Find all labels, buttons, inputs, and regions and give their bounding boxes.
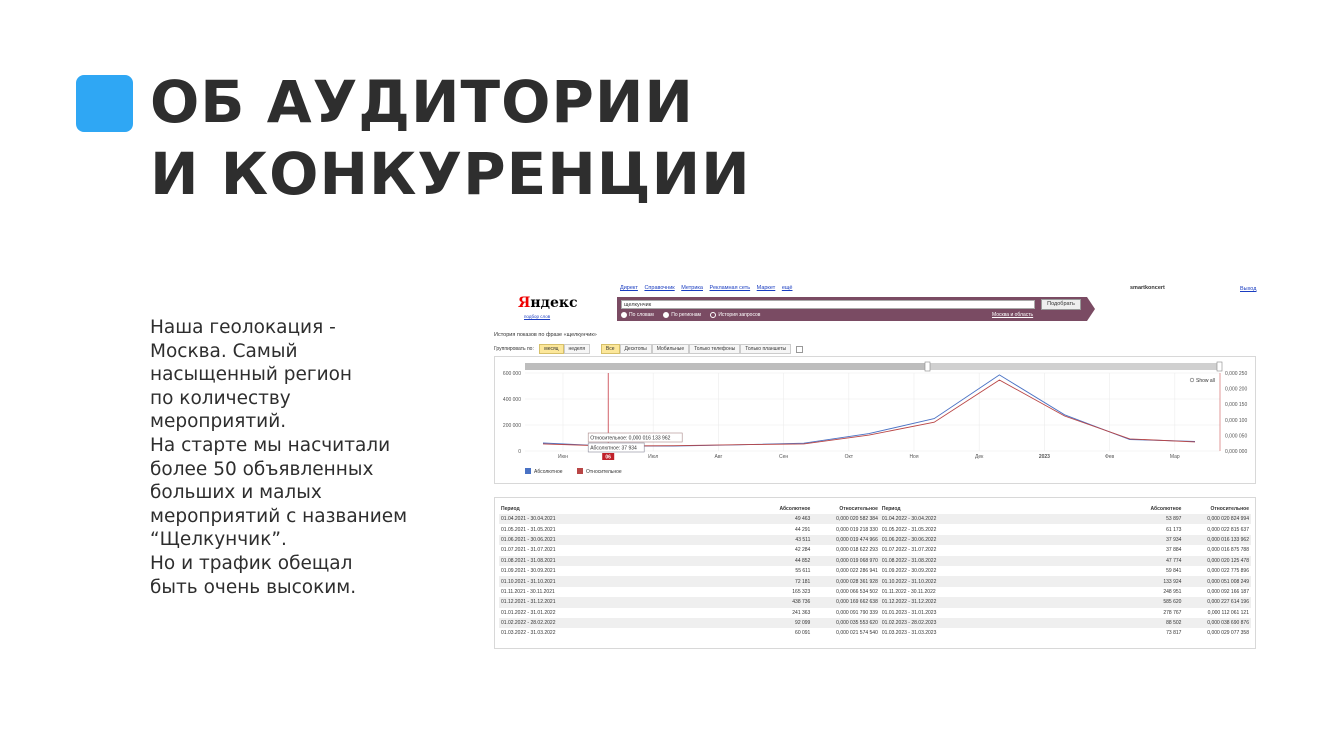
- relative-cell: 0,000 029 077 358: [1207, 630, 1249, 637]
- relative-cell: 0,000 092 166 187: [1207, 588, 1249, 595]
- nav-link-metrika[interactable]: Метрика: [681, 285, 703, 291]
- yandex-logo[interactable]: Яндекс: [518, 295, 578, 311]
- radio-icon: [621, 312, 627, 318]
- nav-link-direct[interactable]: Директ: [620, 285, 638, 291]
- body-line: На старте мы насчитали: [150, 434, 391, 456]
- help-icon[interactable]: [796, 346, 803, 353]
- period-cell: 01.01.2023 - 31.01.2023: [881, 609, 937, 616]
- table-row: [499, 535, 1251, 545]
- absolute-cell: 44 852: [759, 556, 813, 566]
- table-row: [499, 618, 1251, 628]
- absolute-cell: 37 934: [1120, 535, 1183, 545]
- table-row: [499, 566, 1251, 576]
- region-link[interactable]: Москва и область: [992, 312, 1034, 318]
- table-header-row: [499, 504, 1251, 514]
- absolute-cell: 133 924: [1120, 576, 1183, 586]
- absolute-cell: 248 951: [1163, 588, 1182, 595]
- relative-cell: 0,000 016 875 788: [1207, 547, 1249, 554]
- radio-by-words[interactable]: По словам: [621, 312, 654, 318]
- user-name: smartkoncert: [1130, 285, 1165, 291]
- period-cell: 01.12.2022 - 31.12.2022: [880, 597, 1120, 607]
- title-bullet: [76, 75, 133, 132]
- relative-cell: 0,000 066 534 502: [836, 588, 878, 595]
- absolute-cell: 53 897: [1120, 514, 1183, 524]
- period-cell: 01.08.2021 - 31.08.2021: [499, 556, 759, 566]
- nav-link-ad-network[interactable]: Рекламная сеть: [709, 285, 751, 291]
- logo-subtitle-link[interactable]: подбор слов: [524, 314, 551, 319]
- relative-cell: 0,000 227 614 196: [1183, 597, 1251, 607]
- device-all-tab[interactable]: Все: [601, 344, 620, 354]
- absolute-cell: 37 884: [1166, 547, 1182, 554]
- period-cell: 01.07.2021 - 31.07.2021: [501, 547, 556, 554]
- device-phones-tab[interactable]: Только телефоны: [689, 344, 740, 354]
- absolute-cell: 47 774: [1120, 556, 1183, 566]
- legend-relative-swatch: [577, 468, 583, 474]
- scroll-handle-icon: [925, 362, 930, 371]
- period-cell: 01.11.2022 - 30.11.2022: [881, 588, 936, 595]
- x-tick-label: Июл: [648, 454, 659, 460]
- absolute-cell: 49 463: [759, 514, 813, 524]
- period-cell: 01.07.2022 - 31.07.2022: [881, 547, 937, 554]
- nav-link-more[interactable]: ещё: [781, 285, 793, 291]
- table-row: [499, 556, 1251, 566]
- top-nav: [620, 285, 797, 291]
- relative-cell: 0,000 051 008 249: [1183, 576, 1251, 586]
- relative-cell: 0,000 038 690 876: [1183, 618, 1251, 628]
- period-cell: 01.09.2022 - 30.09.2022: [881, 568, 937, 575]
- y-left-tick-label: 400 000: [502, 397, 521, 403]
- legend-absolute-swatch: [525, 468, 531, 474]
- body-line: “Щелкунчик”.: [150, 529, 287, 551]
- relative-cell: 0,000 028 361 928: [812, 576, 880, 586]
- absolute-cell: 73 817: [1166, 630, 1182, 637]
- period-cell: 01.04.2021 - 30.04.2021: [499, 514, 759, 524]
- period-cell: 01.10.2021 - 31.10.2021: [499, 576, 759, 586]
- title-line-1: ОБ АУДИТОРИИ: [150, 68, 694, 136]
- y-right-tick-label: 0,000 000: [1225, 449, 1248, 455]
- group-label: Группировать по:: [494, 346, 534, 352]
- absolute-cell: 585 620: [1120, 597, 1183, 607]
- x-tick-label: 06: [605, 454, 611, 461]
- relative-cell: 0,000 022 286 941: [836, 568, 878, 575]
- slide-title: [150, 66, 751, 210]
- search-bar: [617, 297, 1087, 321]
- body-text: [150, 316, 450, 599]
- absolute-cell: 42 284: [795, 547, 811, 554]
- absolute-cell: 88 502: [1120, 618, 1183, 628]
- y-right-tick-label: 0,000 050: [1225, 433, 1248, 440]
- search-button[interactable]: Подобрать: [1041, 299, 1081, 310]
- col-relative[interactable]: Относительное: [1210, 506, 1249, 512]
- body-line: мероприятий с названием: [150, 505, 408, 527]
- relative-cell: 0,000 169 662 638: [812, 597, 880, 607]
- period-cell: 01.05.2022 - 31.05.2022: [881, 526, 937, 533]
- relative-cell: 0,000 022 775 896: [1207, 568, 1249, 575]
- body-line: по количеству: [150, 387, 291, 409]
- table-row: [499, 628, 1251, 638]
- body-line: быть очень высоким.: [150, 576, 357, 598]
- group-week-toggle[interactable]: неделя: [564, 344, 591, 354]
- x-tick-label: Июн: [557, 454, 569, 460]
- show-all-button: Show all: [1196, 378, 1215, 384]
- body-line: более 50 объявленных: [150, 458, 374, 480]
- y-right-tick-label: 0,000 100: [1225, 417, 1248, 424]
- period-cell: 01.03.2022 - 31.03.2022: [501, 630, 556, 637]
- table-row: [499, 514, 1251, 524]
- x-tick-label: Ноя: [909, 454, 919, 460]
- period-cell: 01.09.2021 - 30.09.2021: [501, 568, 556, 575]
- body-line: Наша геолокация -: [150, 317, 336, 338]
- relative-cell: 0,000 016 133 962: [1183, 535, 1251, 545]
- wordstat-screenshot: [490, 282, 1260, 654]
- col-absolute[interactable]: Абсолютное: [779, 506, 811, 512]
- y-right-tick-label: 0,000 250: [1225, 371, 1248, 377]
- history-chart: [494, 356, 1256, 484]
- y-left-tick-label: 0: [518, 449, 521, 455]
- relative-cell: 0,000 112 061 121: [1207, 609, 1249, 616]
- period-cell: 01.11.2021 - 30.11.2021: [501, 588, 555, 595]
- chart-scroll-thumb: [525, 363, 925, 370]
- device-mobile-tab[interactable]: Мобильные: [652, 344, 689, 354]
- radio-icon: [663, 312, 669, 318]
- period-cell: 01.02.2022 - 28.02.2022: [499, 618, 759, 628]
- table-row: [499, 587, 1251, 597]
- scroll-handle-icon: [1217, 362, 1222, 371]
- history-table-panel: [494, 497, 1256, 649]
- relative-cell: 0,000 091 790 339: [836, 609, 878, 616]
- search-mode-radios: [621, 312, 768, 318]
- relative-cell: 0,000 020 125 478: [1183, 556, 1251, 566]
- tooltip-absolute: Абсолютное: 37 934: [590, 445, 637, 452]
- x-tick-label: Окт: [844, 454, 854, 460]
- nav-link-help[interactable]: Справочник: [644, 285, 675, 291]
- body-line: мероприятий.: [150, 411, 287, 433]
- table-row: [499, 576, 1251, 586]
- x-tick-label: Мар: [1169, 454, 1180, 460]
- period-cell: 01.10.2022 - 31.10.2022: [880, 576, 1120, 586]
- col-relative[interactable]: Относительное: [839, 506, 878, 512]
- chart-svg: [495, 357, 1257, 485]
- x-tick-label: Сен: [779, 454, 789, 460]
- absolute-cell: 165 323: [792, 588, 811, 595]
- device-desktop-tab[interactable]: Десктопы: [620, 344, 652, 354]
- tooltip-relative: Относительное: 0,000 016 133 962: [590, 435, 671, 442]
- absolute-cell: 60 091: [795, 630, 811, 637]
- period-cell: 01.04.2022 - 30.04.2022: [880, 514, 1120, 524]
- nav-link-market[interactable]: Маркет: [756, 285, 776, 291]
- search-input[interactable]: щелкунчик: [621, 300, 1035, 309]
- legend-relative-label: Относительное: [586, 469, 622, 475]
- relative-cell: 0,000 020 824 994: [1183, 514, 1251, 524]
- history-table: [499, 504, 1251, 639]
- body-line: насыщенный регион: [150, 364, 353, 386]
- group-bar: [494, 344, 803, 354]
- table-row: [499, 545, 1251, 555]
- table-row: [499, 608, 1251, 618]
- period-cell: 01.03.2023 - 31.03.2023: [881, 630, 937, 637]
- zoom-icon: [1190, 378, 1194, 382]
- col-period[interactable]: Период: [881, 506, 901, 512]
- x-tick-label: 2023: [1038, 454, 1050, 460]
- relative-cell: 0,000 019 218 330: [836, 526, 878, 533]
- body-line: Но и трафик обещал: [150, 552, 353, 574]
- relative-cell: 0,000 021 574 540: [836, 630, 878, 637]
- period-cell: 01.02.2023 - 28.02.2023: [880, 618, 1120, 628]
- absolute-cell: 438 736: [759, 597, 813, 607]
- x-tick-label: Дек: [975, 454, 984, 460]
- absolute-cell: 43 511: [759, 535, 813, 545]
- period-cell: 01.08.2022 - 31.08.2022: [880, 556, 1120, 566]
- y-left-tick-label: 600 000: [502, 371, 521, 377]
- period-cell: 01.06.2022 - 30.06.2022: [880, 535, 1120, 545]
- period-cell: 01.01.2022 - 31.01.2022: [501, 609, 556, 616]
- col-period[interactable]: Период: [501, 506, 520, 512]
- relative-cell: 0,000 019 474 966: [812, 535, 880, 545]
- absolute-cell: 59 841: [1166, 568, 1182, 575]
- absolute-cell: 241 363: [792, 609, 811, 616]
- y-right-tick-label: 0,000 150: [1225, 402, 1248, 409]
- absolute-cell: 44 291: [795, 526, 811, 533]
- table-row: [499, 597, 1251, 607]
- relative-cell: 0,000 022 815 637: [1207, 526, 1249, 533]
- period-cell: 01.05.2021 - 31.05.2021: [501, 526, 556, 533]
- col-absolute[interactable]: Абсолютное: [1150, 506, 1182, 512]
- relative-cell: 0,000 019 068 970: [812, 556, 880, 566]
- absolute-cell: 92 099: [759, 618, 813, 628]
- legend-absolute-label: Абсолютное: [534, 469, 563, 475]
- radio-icon: [710, 312, 716, 318]
- absolute-cell: 278 767: [1163, 609, 1182, 616]
- period-cell: 01.06.2021 - 30.06.2021: [499, 535, 759, 545]
- history-title: История показов по фразе «щелкунчик»: [494, 332, 597, 338]
- radio-history[interactable]: История запросов: [710, 312, 760, 318]
- body-line: больших и малых: [150, 482, 322, 504]
- absolute-cell: 72 181: [759, 576, 813, 586]
- y-right-tick-label: 0,000 200: [1225, 386, 1248, 393]
- x-tick-label: Авг: [714, 454, 723, 460]
- absolute-cell: 55 611: [795, 568, 811, 575]
- table-row: [499, 524, 1251, 534]
- absolute-cell: 61 173: [1166, 526, 1182, 533]
- logout-link[interactable]: Выход: [1240, 286, 1257, 292]
- relative-cell: 0,000 018 622 293: [836, 547, 878, 554]
- body-line: Москва. Самый: [150, 340, 298, 362]
- relative-cell: 0,000 020 582 384: [812, 514, 880, 524]
- radio-by-regions[interactable]: По регионам: [663, 312, 701, 318]
- relative-cell: 0,000 035 553 620: [812, 618, 880, 628]
- period-cell: 01.12.2021 - 31.12.2021: [499, 597, 759, 607]
- x-tick-label: Фев: [1104, 454, 1115, 460]
- title-line-2: И КОНКУРЕНЦИИ: [150, 140, 751, 208]
- y-left-tick-label: 200 000: [502, 423, 521, 429]
- group-month-toggle[interactable]: месяц: [539, 344, 563, 354]
- device-tablets-tab[interactable]: Только планшеты: [740, 344, 791, 354]
